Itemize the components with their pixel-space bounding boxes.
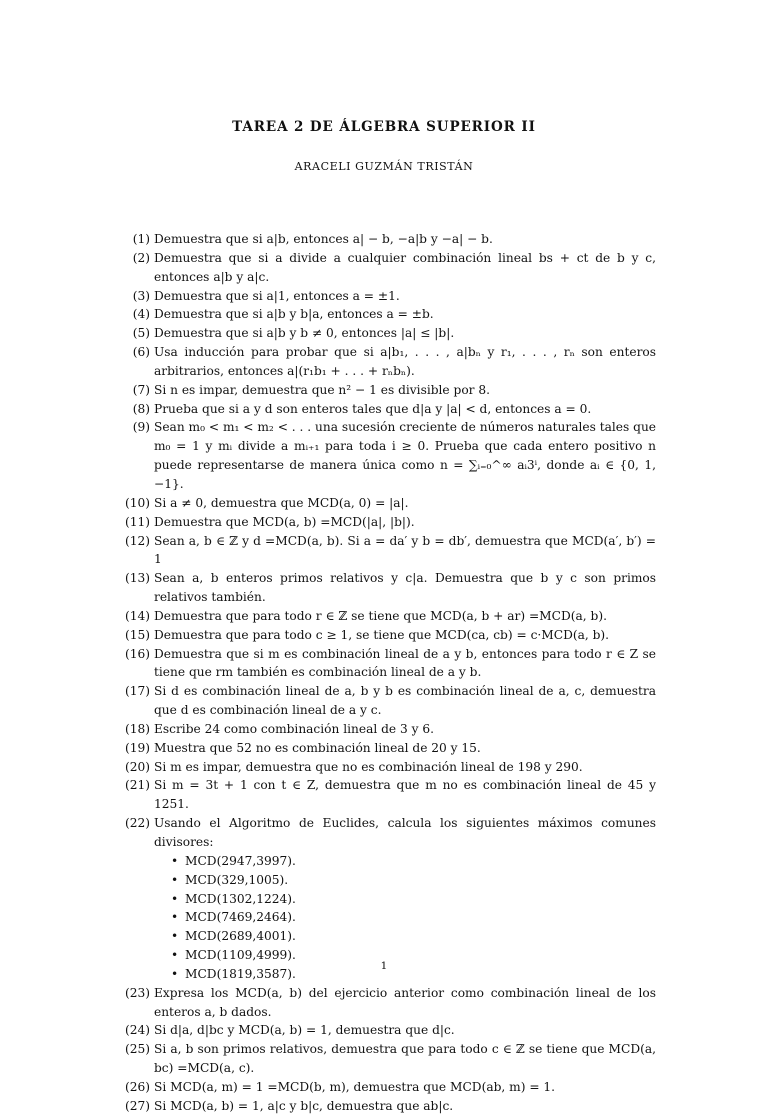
exercise-text: Escribe 24 como combinación lineal de 3 y 6. xyxy=(154,721,435,736)
exercise-number: (7) xyxy=(132,382,150,397)
bullet-icon: • xyxy=(171,948,179,963)
exercise-text: Si d es combinación lineal de a, b y b es combinación lineal de a, c, demuestra que d es combinación lineal de a y c. xyxy=(154,684,656,718)
exercise-text: Expresa los MCD(a, b) del ejercicio anterior como combinación lineal de los enteros a, b dados. xyxy=(154,985,656,1019)
exercise-text: Demuestra que si a|1, entonces a = ±1. xyxy=(154,288,400,303)
exercise-item xyxy=(124,1021,656,1040)
bullet-icon: • xyxy=(171,929,179,944)
exercise-text: Demuestra que para todo r ∈ ℤ se tiene que MCD(a, b + ar) =MCD(a, b). xyxy=(154,608,607,623)
gcd-text: MCD(329,1005). xyxy=(185,872,289,887)
exercise-text: Sean a, b enteros primos relativos y c|a. Demuestra que b y c son primos relativos también. xyxy=(154,571,656,605)
exercise-text: Si a ≠ 0, demuestra que MCD(a, 0) = |a|. xyxy=(154,495,409,510)
exercise-text: Usando el Algoritmo de Euclides, calcula los siguientes máximos comunes divisores: xyxy=(154,816,656,849)
exercise-text: Prueba que si a y d son enteros tales que d|a y |a| < d, entonces a = 0. xyxy=(154,401,592,416)
exercise-number: (9) xyxy=(132,420,150,435)
exercise-item xyxy=(124,814,656,984)
exercise-number: (17) xyxy=(124,684,150,699)
exercise-number: (13) xyxy=(124,571,150,586)
exercise-text: Sean m₀ < m₁ < m₂ < . . . una sucesión creciente de números naturales tales que m₀ = 1 y mᵢ divide a mᵢ₊₁ para toda i ≥ 0. Prueba que cada entero positivo n puede representarse de manera única como n = ∑ᵢ₌₀^∞ aᵢ3ⁱ, donde aᵢ ∈ {0, 1, −1}. xyxy=(154,420,656,491)
exercise-item xyxy=(124,494,656,513)
page-number: 1 xyxy=(380,960,388,972)
exercise-item xyxy=(124,1078,656,1097)
exercise-item xyxy=(128,249,656,287)
exercise-number: (16) xyxy=(124,646,150,661)
exercise-item xyxy=(128,287,656,306)
exercise-number: (5) xyxy=(132,326,150,341)
exercise-number: (6) xyxy=(132,345,150,360)
exercise-text: Demuestra que si a|b, entonces a| − b, −a|b y −a| − b. xyxy=(154,232,493,246)
bullet-icon: • xyxy=(171,891,179,906)
exercise-text: Si n es impar, demuestra que n² − 1 es divisible por 8. xyxy=(154,382,490,397)
exercise-text: Demuestra que si a|b y b ≠ 0, entonces |a| ≤ |b|. xyxy=(154,326,455,341)
gcd-text: MCD(1109,4999). xyxy=(185,948,296,963)
gcd-item xyxy=(154,890,656,909)
bullet-icon: • xyxy=(171,966,179,981)
exercise-number: (15) xyxy=(124,627,150,642)
exercise-item xyxy=(124,682,656,720)
exercise-text: Demuestra que si m es combinación lineal de a y b, entonces para todo r ∈ Z se tiene que rm también es combinación lineal de a y b. xyxy=(154,646,656,680)
exercise-text: Demuestra que si a divide a cualquier combinación lineal bs + ct de b y c, entonces a|b y a|c. xyxy=(154,250,656,284)
exercise-item xyxy=(124,1040,656,1078)
exercise-item xyxy=(124,720,656,739)
exercise-number: (11) xyxy=(124,514,150,529)
exercise-number: (27) xyxy=(124,1098,150,1113)
gcd-item xyxy=(154,927,656,946)
document-author: ARACELI GUZMÁN TRISTÁN xyxy=(294,160,474,173)
exercise-item xyxy=(124,626,656,645)
bullet-icon: • xyxy=(171,853,179,868)
gcd-text: MCD(7469,2464). xyxy=(185,910,296,925)
exercise-text: Si m es impar, demuestra que no es combinación lineal de 198 y 290. xyxy=(154,759,583,774)
exercise-number: (25) xyxy=(124,1042,150,1057)
exercise-item xyxy=(124,739,656,758)
exercise-text: Muestra que 52 no es combinación lineal de 20 y 15. xyxy=(154,740,481,755)
exercise-text: Sean a, b ∈ ℤ y d =MCD(a, b). Si a = da′ y b = db′, demuestra que MCD(a′, b′) = 1 xyxy=(154,533,656,567)
gcd-text: MCD(2689,4001). xyxy=(185,929,296,944)
exercise-item xyxy=(124,984,656,1022)
bullet-icon: • xyxy=(171,872,179,887)
exercise-number: (20) xyxy=(124,759,150,774)
exercise-number: (1) xyxy=(132,232,150,246)
exercise-item xyxy=(128,381,656,400)
gcd-text: MCD(1302,1224). xyxy=(185,891,296,906)
exercise-item xyxy=(124,758,656,777)
exercise-number: (23) xyxy=(124,985,150,1000)
exercise-number: (21) xyxy=(124,778,150,793)
exercise-number: (3) xyxy=(132,288,150,303)
exercise-text: Si m = 3t + 1 con t ∈ Z, demuestra que m no es combinación lineal de 45 y 1251. xyxy=(154,778,656,812)
gcd-text: MCD(2947,3997). xyxy=(185,853,296,868)
exercise-list xyxy=(124,230,656,1116)
exercise-item xyxy=(128,324,656,343)
exercise-number: (19) xyxy=(124,740,150,755)
exercise-number: (2) xyxy=(132,250,150,265)
exercise-item xyxy=(128,418,656,493)
exercise-item xyxy=(128,305,656,324)
exercise-text: Si MCD(a, m) = 1 =MCD(b, m), demuestra que MCD(ab, m) = 1. xyxy=(154,1079,556,1094)
exercise-text: Si MCD(a, b) = 1, a|c y b|c, demuestra que ab|c. xyxy=(154,1098,454,1113)
exercise-text: Demuestra que MCD(a, b) =MCD(|a|, |b|). xyxy=(154,514,415,529)
exercise-item xyxy=(124,776,656,814)
exercise-number: (4) xyxy=(132,307,150,322)
exercise-number: (12) xyxy=(124,533,150,548)
exercise-item xyxy=(128,230,656,249)
exercise-number: (22) xyxy=(124,816,150,831)
exercise-text: Si d|a, d|bc y MCD(a, b) = 1, demuestra que d|c. xyxy=(154,1023,455,1038)
exercise-number: (18) xyxy=(124,721,150,736)
exercise-number: (26) xyxy=(124,1079,150,1094)
exercise-text: Demuestra que para todo c ≥ 1, se tiene que MCD(ca, cb) = c·MCD(a, b). xyxy=(154,627,610,642)
exercise-text: Demuestra que si a|b y b|a, entonces a = ±b. xyxy=(154,307,434,322)
exercise-number: (14) xyxy=(124,608,150,623)
exercise-number: (10) xyxy=(124,495,150,510)
exercise-item xyxy=(124,645,656,683)
exercise-item xyxy=(128,343,656,381)
gcd-text: MCD(1819,3587). xyxy=(185,966,296,981)
exercise-number: (24) xyxy=(124,1023,150,1038)
exercise-number: (8) xyxy=(132,401,150,416)
exercise-text: Si a, b son primos relativos, demuestra que para todo c ∈ ℤ se tiene que MCD(a, bc) =MCD(a, c). xyxy=(154,1042,656,1076)
bullet-icon: • xyxy=(171,910,179,925)
exercise-item xyxy=(124,1097,656,1116)
document-title: TAREA 2 DE ÁLGEBRA SUPERIOR II xyxy=(232,119,536,135)
exercise-item xyxy=(124,569,656,607)
exercise-item xyxy=(124,607,656,626)
exercise-item xyxy=(124,532,656,570)
exercise-item xyxy=(128,400,656,419)
gcd-item xyxy=(154,871,656,890)
gcd-item xyxy=(154,852,656,871)
exercise-text: Usa inducción para probar que si a|b₁, . . . , a|bₙ y r₁, . . . , rₙ son enteros arbitrarios, entonces a|(r₁b₁ + . . . + rₙbₙ). xyxy=(154,345,656,378)
gcd-item xyxy=(154,908,656,927)
exercise-item xyxy=(124,513,656,532)
